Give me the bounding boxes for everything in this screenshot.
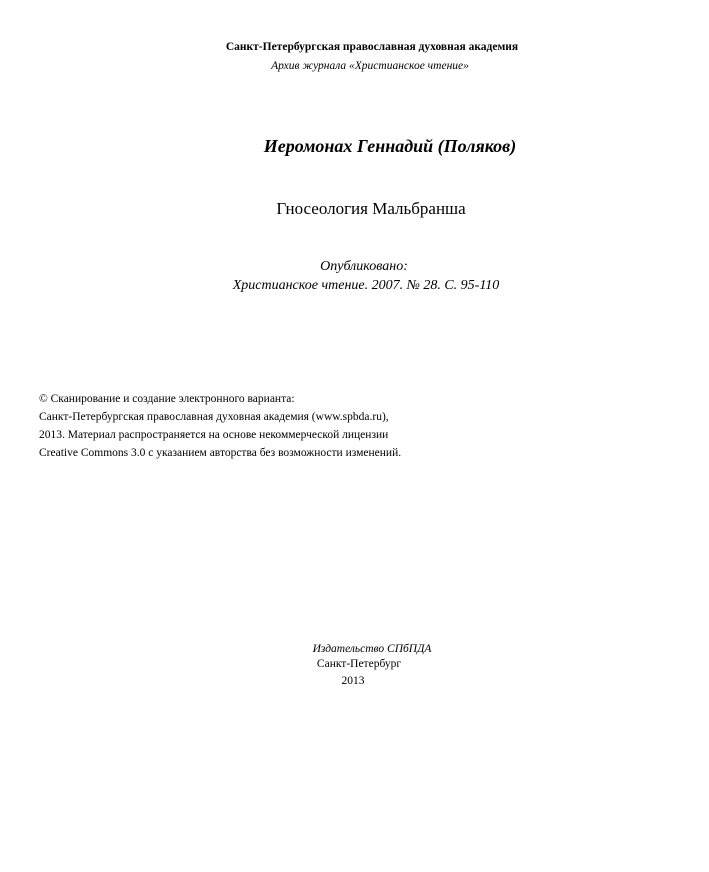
published-label: Опубликовано:: [320, 259, 408, 274]
archive-subheading: Архив журнала «Христианское чтение»: [271, 60, 469, 72]
institution-heading: Санкт-Петербургская православная духовная академия: [225, 41, 519, 53]
license-line: 2013. Материал распространяется на основе некоммерческой лицензии: [39, 429, 389, 441]
publication-citation: Христианское чтение. 2007. № 28. С. 95-110: [232, 278, 500, 293]
work-title: Гносеология Мальбранша: [276, 199, 466, 218]
publication-city: Санкт-Петербург: [316, 658, 402, 670]
license-line: Санкт-Петербургская православная духовная академия (www.spbda.ru),: [39, 411, 389, 423]
publisher-name: Издательство СПбПДА: [312, 643, 432, 655]
license-line: Creative Commons 3.0 с указанием авторства без возможности изменений.: [39, 447, 402, 459]
publication-year: 2013: [341, 675, 365, 687]
author-name: Иеромонах Геннадий (Поляков): [263, 136, 517, 156]
license-line: © Сканирование и создание электронного варианта:: [39, 393, 295, 405]
license-notice: [39, 390, 401, 462]
